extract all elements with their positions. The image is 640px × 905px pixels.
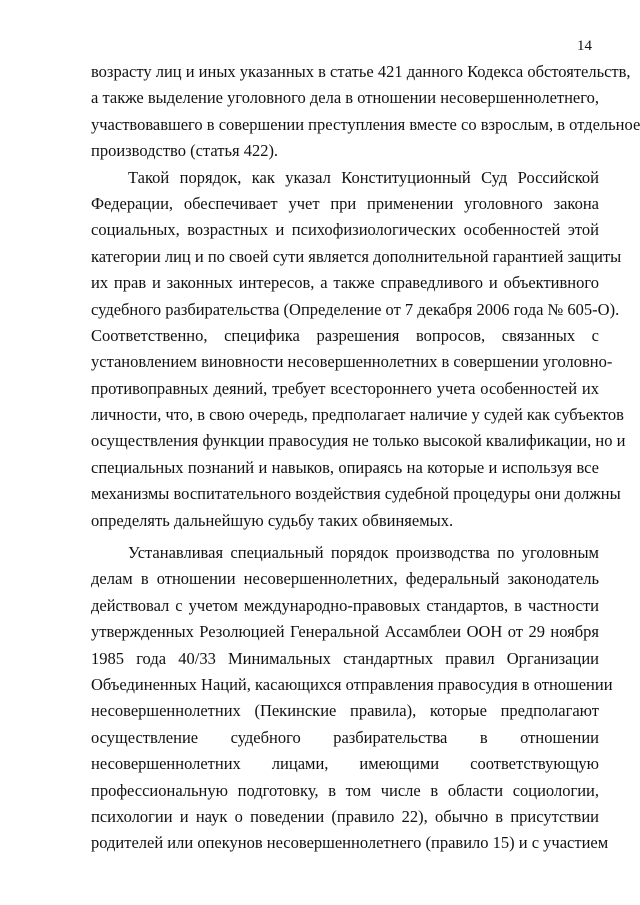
text-line: категории лиц и по своей сути является дополнительной гарантией защиты xyxy=(91,246,622,266)
text-line: социальных, возрастных и психофизиологических особенностей этой xyxy=(91,220,599,240)
text-line: делам в отношении несовершеннолетних, федеральный законодатель xyxy=(91,569,599,589)
text-line: действовал с учетом международно-правовых стандартов, в частности xyxy=(91,595,599,615)
text-line: механизмы воспитательного воздействия судебной процедуры они должны xyxy=(91,484,621,504)
text-line: а также выделение уголовного дела в отношении несовершеннолетнего, xyxy=(91,88,599,108)
text-line: участвовавшего в совершении преступления вместе со взрослым, в отдельное xyxy=(91,114,640,134)
text-line: их прав и законных интересов, а также справедливого и объективного xyxy=(91,273,599,293)
text-line: несовершеннолетних (Пекинские правила), которые предполагают xyxy=(91,701,599,721)
text-line: судебного разбирательства (Определение от 7 декабря 2006 года № 605-О). xyxy=(91,299,620,319)
text-line: возрасту лиц и иных указанных в статье 421 данного Кодекса обстоятельств, xyxy=(91,62,631,81)
text-line: утвержденных Резолюцией Генеральной Ассамблеи ООН от 29 ноября xyxy=(91,622,599,642)
text-line: определять дальнейшую судьбу таких обвиняемых. xyxy=(91,510,454,530)
text-line: Соответственно, специфика разрешения вопросов, связанных с xyxy=(91,325,599,345)
text-line: Такой порядок, как указал Конституционный Суд Российской xyxy=(128,167,599,187)
text-line: родителей или опекунов несовершеннолетнего (правило 15) и с участием xyxy=(91,833,609,853)
text-line: установлением виновности несовершеннолетних в совершении уголовно- xyxy=(91,352,613,372)
text-line: психологии и наук о поведении (правило 22), обычно в присутствии xyxy=(91,806,599,826)
text-line: осуществление судебного разбирательства в отношении xyxy=(91,727,599,747)
text-line: специальных познаний и навыков, опираясь на которые и используя все xyxy=(91,457,599,477)
text-line: личности, что, в свою очередь, предполагает наличие у судей как субъектов xyxy=(91,405,624,425)
text-line: несовершеннолетних лицами, имеющими соответствующую xyxy=(91,754,599,774)
text-line: профессиональную подготовку, в том числе в области социологии, xyxy=(91,780,599,800)
text-line: противоправных деяний, требует всестороннего учета особенностей их xyxy=(91,378,599,398)
text-line: Устанавливая специальный порядок производства по уголовным xyxy=(128,543,599,563)
body-text xyxy=(91,59,640,857)
text-line: производство (статья 422). xyxy=(91,141,279,161)
text-line: 1985 года 40/33 Минимальных стандартных правил Организации xyxy=(91,648,599,668)
page-number: 14 xyxy=(577,38,592,54)
text-line: Объединенных Наций, касающихся отправления правосудия в отношении xyxy=(91,674,613,694)
text-line: Федерации, обеспечивает учет при применении уголовного закона xyxy=(91,193,599,213)
text-line: осуществления функции правосудия не только высокой квалификации, но и xyxy=(91,431,626,451)
